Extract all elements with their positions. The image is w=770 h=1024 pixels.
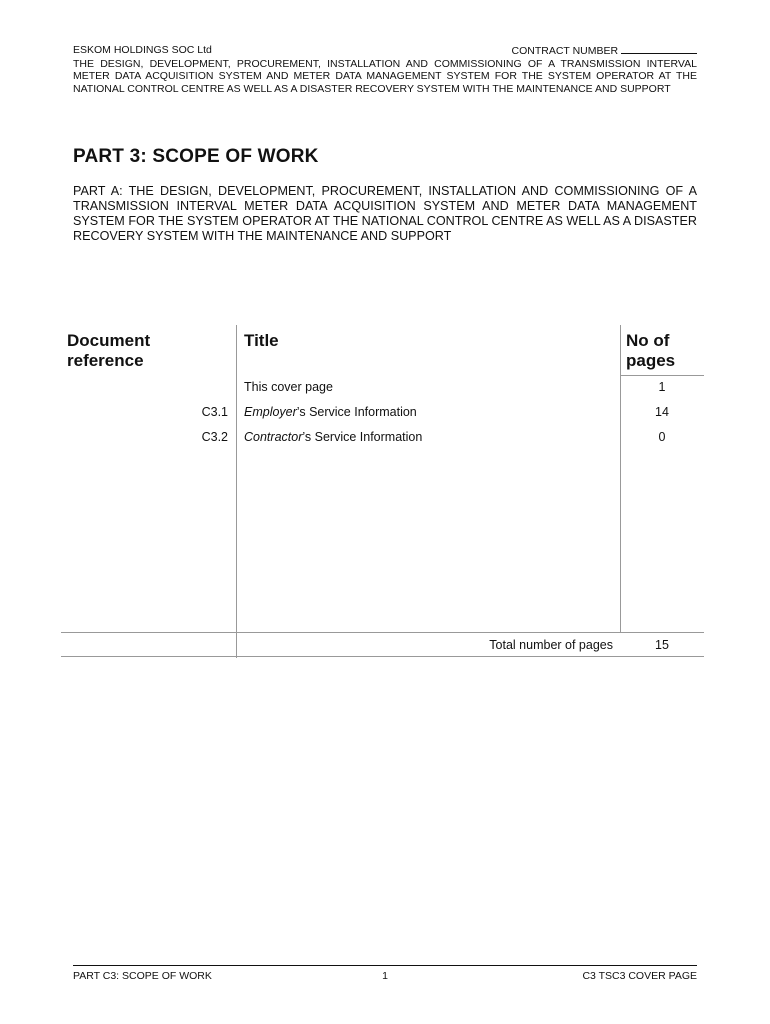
page-footer bbox=[73, 965, 697, 982]
column-header-title: Title bbox=[244, 331, 279, 350]
contract-number-blank bbox=[621, 44, 697, 54]
table-divider-pages bbox=[620, 325, 621, 632]
column-header-ref: Document reference bbox=[67, 331, 151, 370]
page-number: 1 bbox=[382, 970, 388, 982]
contents-table bbox=[61, 325, 704, 658]
row-title-emphasis: Contractor bbox=[244, 430, 303, 444]
row-pages: 14 bbox=[655, 405, 669, 419]
total-pages: 15 bbox=[655, 638, 669, 652]
footer-left: PART C3: SCOPE OF WORK bbox=[73, 970, 212, 982]
header-project-title: THE DESIGN, DEVELOPMENT, PROCUREMENT, INSTALLATION AND COMMISSIONING OF A TRANSMISSION INTERVAL METER DATA ACQUISITION SYSTEM AND METER DATA MANAGEMENT SYSTEM FOR THE SYSTEM OPERATOR AT THE NATIONAL CONTROL CENTRE AS WELL AS A DISASTER RECOVERY SYSTEM WITH THE MAINTENANCE AND SUPPORT bbox=[73, 57, 697, 95]
page-header bbox=[73, 44, 697, 95]
row-title-emphasis: Employer bbox=[244, 405, 297, 419]
page-title: PART 3: SCOPE OF WORK bbox=[73, 146, 319, 167]
table-divider-ref bbox=[236, 325, 237, 658]
contract-number bbox=[512, 44, 697, 58]
footer-right: C3 TSC3 COVER PAGE bbox=[582, 970, 697, 982]
row-pages: 0 bbox=[658, 430, 666, 444]
row-title bbox=[244, 430, 422, 444]
row-title-rest: This cover page bbox=[244, 380, 333, 394]
row-ref: C3.2 bbox=[201, 430, 228, 444]
row-pages: 1 bbox=[658, 380, 666, 394]
table-bottom-rule bbox=[61, 656, 704, 657]
row-title-rest: ’s Service Information bbox=[302, 430, 423, 444]
table-total-rule bbox=[61, 632, 704, 633]
column-header-pages: No of pages bbox=[626, 331, 676, 370]
row-ref: C3.1 bbox=[201, 405, 228, 419]
total-label: Total number of pages bbox=[489, 638, 613, 652]
row-title bbox=[244, 405, 417, 419]
part-a-description: PART A: THE DESIGN, DEVELOPMENT, PROCUREMENT, INSTALLATION AND COMMISSIONING OF A TRANSMISSION INTERVAL METER DATA ACQUISITION SYSTEM AND METER DATA MANAGEMENT SYSTEM FOR THE SYSTEM OPERATOR AT THE NATIONAL CONTROL CENTRE AS WELL AS A DISASTER RECOVERY SYSTEM WITH THE MAINTENANCE AND SUPPORT bbox=[73, 184, 697, 243]
row-title bbox=[244, 380, 333, 394]
company-name: ESKOM HOLDINGS SOC Ltd bbox=[73, 44, 212, 56]
contract-number-label: CONTRACT NUMBER bbox=[511, 45, 619, 57]
table-header-rule bbox=[620, 375, 704, 376]
row-title-rest: ’s Service Information bbox=[296, 405, 417, 419]
